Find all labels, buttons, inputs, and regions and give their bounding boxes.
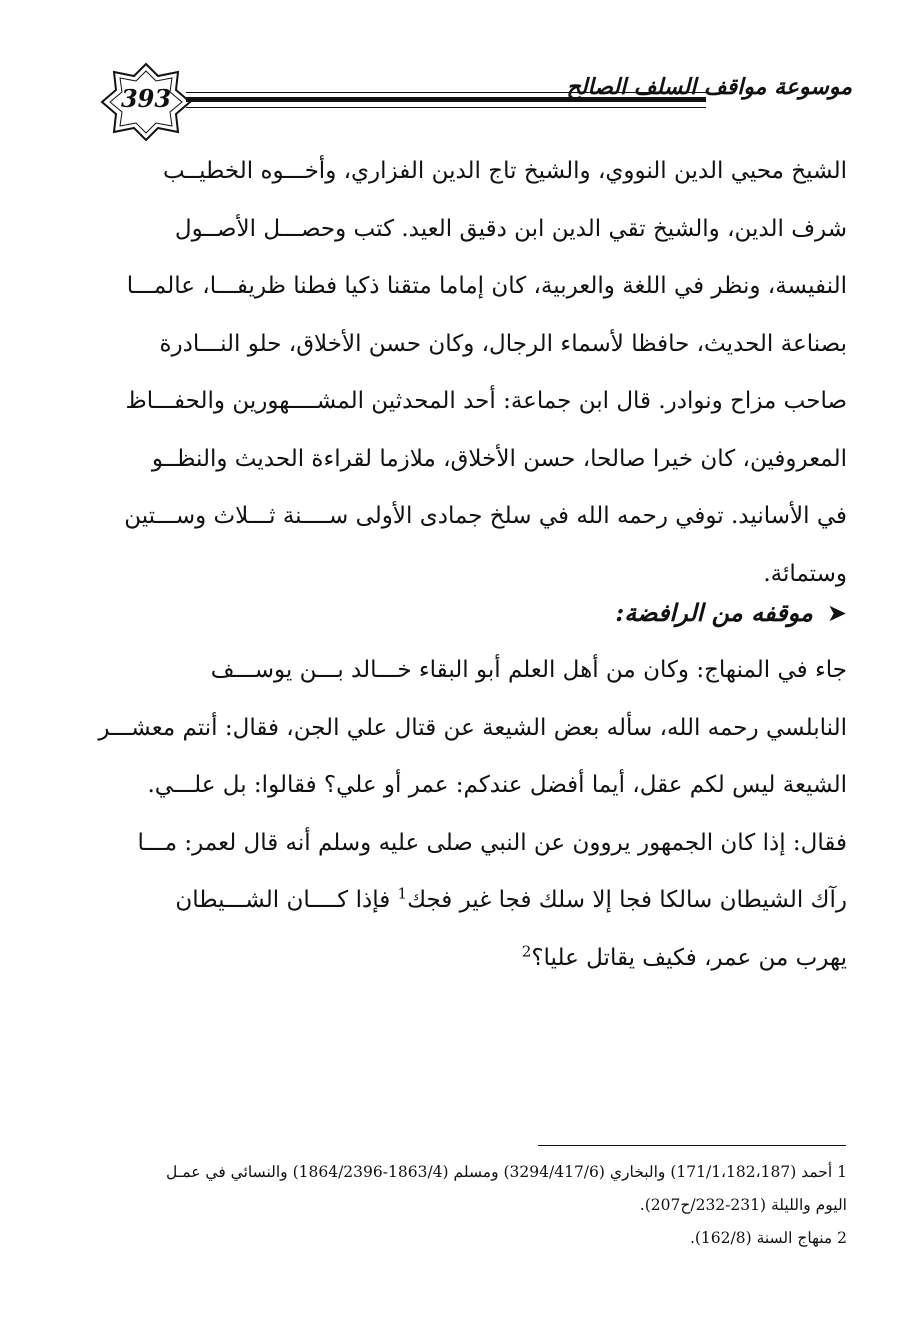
footnote-ref-2[interactable]: 2 bbox=[521, 941, 532, 960]
text-line: بصناعة الحديث، حافظا لأسماء الرجال، وكان حسن الأخلاق، حلو النـــادرة bbox=[159, 330, 847, 357]
text-line: صاحب مزاح ونوادر. قال ابن جماعة: أحد المحدثين المشــــهورين والحفـــاظ bbox=[125, 388, 847, 414]
footnote-2: 2 منهاج السنة (162/8). bbox=[689, 1229, 847, 1247]
header-rule-thin-bottom bbox=[186, 107, 706, 108]
text-line: جاء في المنهاج: وكان من أهل العلم أبو البقاء خـــالد بـــن يوســـف bbox=[210, 657, 847, 683]
text-line bbox=[105, 872, 847, 930]
page-number: 393 bbox=[120, 84, 172, 113]
text-line: وستمائة. bbox=[763, 560, 847, 587]
section-heading bbox=[105, 598, 847, 627]
text-line: النابلسي رحمه الله، سأله بعض الشيعة عن قتال علي الجن، فقال: أنتم معشـــر bbox=[98, 714, 847, 741]
text-line: الشيعة ليس لكم عقل، أيما أفضل عندكم: عمر أو علي؟ فقالوا: بل علـــي. bbox=[147, 772, 847, 798]
page-number-badge bbox=[100, 62, 192, 142]
text-segment: رآك الشيطان سالكا فجا إلا سلك فجا غير فجك bbox=[407, 887, 847, 913]
paragraph-biography bbox=[105, 143, 847, 603]
text-line: في الأسانيد. توفي رحمه الله في سلخ جمادى الأولى ســــنة ثـــلاث وســـتين bbox=[124, 503, 847, 529]
text-line bbox=[105, 930, 847, 988]
text-line: النفيسة، ونظر في اللغة والعربية، كان إماما متقنا ذكيا فطنا ظريفـــا، عالمـــا bbox=[126, 273, 847, 299]
footnote-1-continued: اليوم والليلة (231-232/ح207). bbox=[639, 1196, 847, 1214]
text-line: شرف الدين، والشيخ تقي الدين ابن دقيق العيد. كتب وحصـــل الأصــول bbox=[174, 215, 847, 242]
book-title: موسوعة مواقف السلف الصالح bbox=[566, 74, 852, 100]
arrow-marker-icon: ➤ bbox=[826, 599, 847, 627]
footnote-ref-1[interactable]: 1 bbox=[397, 884, 408, 903]
text-line: المعروفين، كان خيرا صالحا، حسن الأخلاق، ملازما لقراءة الحديث والنظــو bbox=[151, 445, 847, 472]
footnote-1: 1 أحمد (171/1،182،187) والبخاري (3294/417/6) ومسلم (1863/4-1864/2396) والنسائي في عمـل bbox=[166, 1163, 847, 1181]
text-line: فقال: إذا كان الجمهور يروون عن النبي صلى عليه وسلم أنه قال لعمر: مـــا bbox=[137, 829, 847, 856]
paragraph-stance bbox=[98, 642, 847, 987]
text-segment: يهرب من عمر، فكيف يقاتل عليا؟ bbox=[531, 944, 847, 971]
footnote-separator bbox=[538, 1145, 846, 1146]
footnotes bbox=[105, 1156, 847, 1255]
page-header bbox=[100, 62, 852, 142]
text-segment: فإذا كــــان الشـــيطان bbox=[175, 887, 398, 913]
text-line: الشيخ محيي الدين النووي، والشيخ تاج الدين الفزاري، وأخـــوه الخطيــب bbox=[163, 158, 847, 184]
section-heading-text: موقفه من الرافضة: bbox=[615, 598, 813, 627]
